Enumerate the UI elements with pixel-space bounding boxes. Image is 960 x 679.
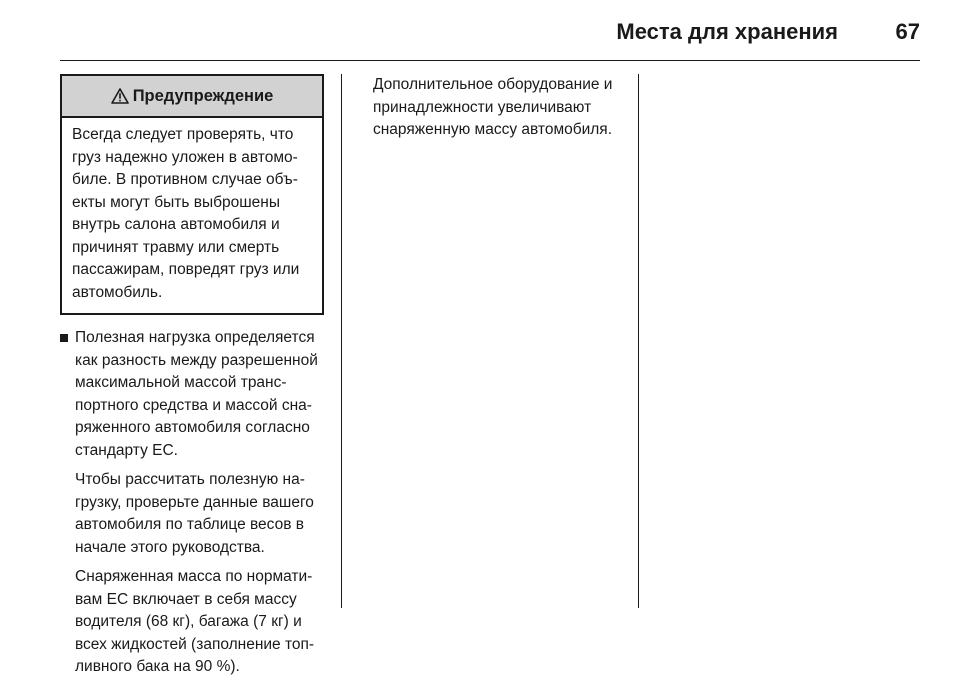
text-line: Снаряженная масса по нормати- (75, 568, 313, 585)
warning-title: Предупреждение (132, 86, 274, 105)
warning-line: екты могут быть выброшены (72, 193, 280, 211)
section-title: Места для хранения (616, 19, 838, 44)
warning-line: внутрь салона автомобиля и (72, 216, 280, 233)
text-line: водителя (68 кг), багажа (7 кг) и (75, 613, 302, 630)
page-number: 67 (895, 19, 920, 44)
warning-header (62, 76, 322, 118)
text-line: принадлежности увеличивают (373, 98, 592, 116)
text-line: максимальной массой транс- (75, 374, 287, 391)
warning-box (60, 74, 324, 315)
text-line: ливного бака на 90 %). (75, 658, 240, 675)
text-line: автомобиля по таблице весов в (75, 516, 304, 533)
left-column (60, 74, 324, 679)
curb-weight-paragraph (75, 566, 324, 679)
warning-line: пассажирам, повредят груз или (72, 261, 300, 278)
text-line: грузку, проверьте данные вашего (75, 493, 314, 511)
bullet-square-icon (60, 334, 68, 342)
text-line: снаряженную массу автомобиля. (373, 121, 613, 138)
middle-column (373, 74, 635, 142)
text-line: Полезная нагрузка определяется (75, 329, 315, 346)
text-line: всех жидкостей (заполнение топ- (75, 635, 315, 653)
page-header (60, 14, 920, 50)
calculation-paragraph (75, 469, 324, 559)
warning-line: Всегда следует проверять, что (72, 126, 294, 143)
warning-triangle-icon (111, 88, 129, 104)
bullet-item-payload (60, 327, 324, 679)
text-line: начале этого руководства. (75, 538, 265, 556)
column-divider-left (341, 74, 342, 608)
header-rule (60, 60, 920, 61)
column-divider-right (638, 74, 639, 608)
warning-text (62, 118, 322, 313)
text-line: Чтобы рассчитать полезную на- (75, 471, 305, 488)
text-line: Дополнительное оборудование и (373, 76, 613, 93)
text-line: ряженного автомобиля согласно (75, 419, 310, 436)
warning-line: груз надежно уложен в автомо- (72, 148, 298, 166)
text-line: стандарту ЕС. (75, 441, 178, 459)
text-line: вам ЕС включает в себя массу (75, 590, 297, 608)
warning-line: причинят травму или смерть (72, 238, 280, 256)
equipment-paragraph (373, 74, 635, 142)
text-line: портного средства и массой сна- (75, 396, 312, 414)
text-line: как разность между разрешенной (75, 351, 318, 369)
warning-line: биле. В противном случае объ- (72, 171, 298, 188)
warning-line: автомобиль. (72, 283, 163, 301)
payload-paragraph (75, 327, 324, 462)
